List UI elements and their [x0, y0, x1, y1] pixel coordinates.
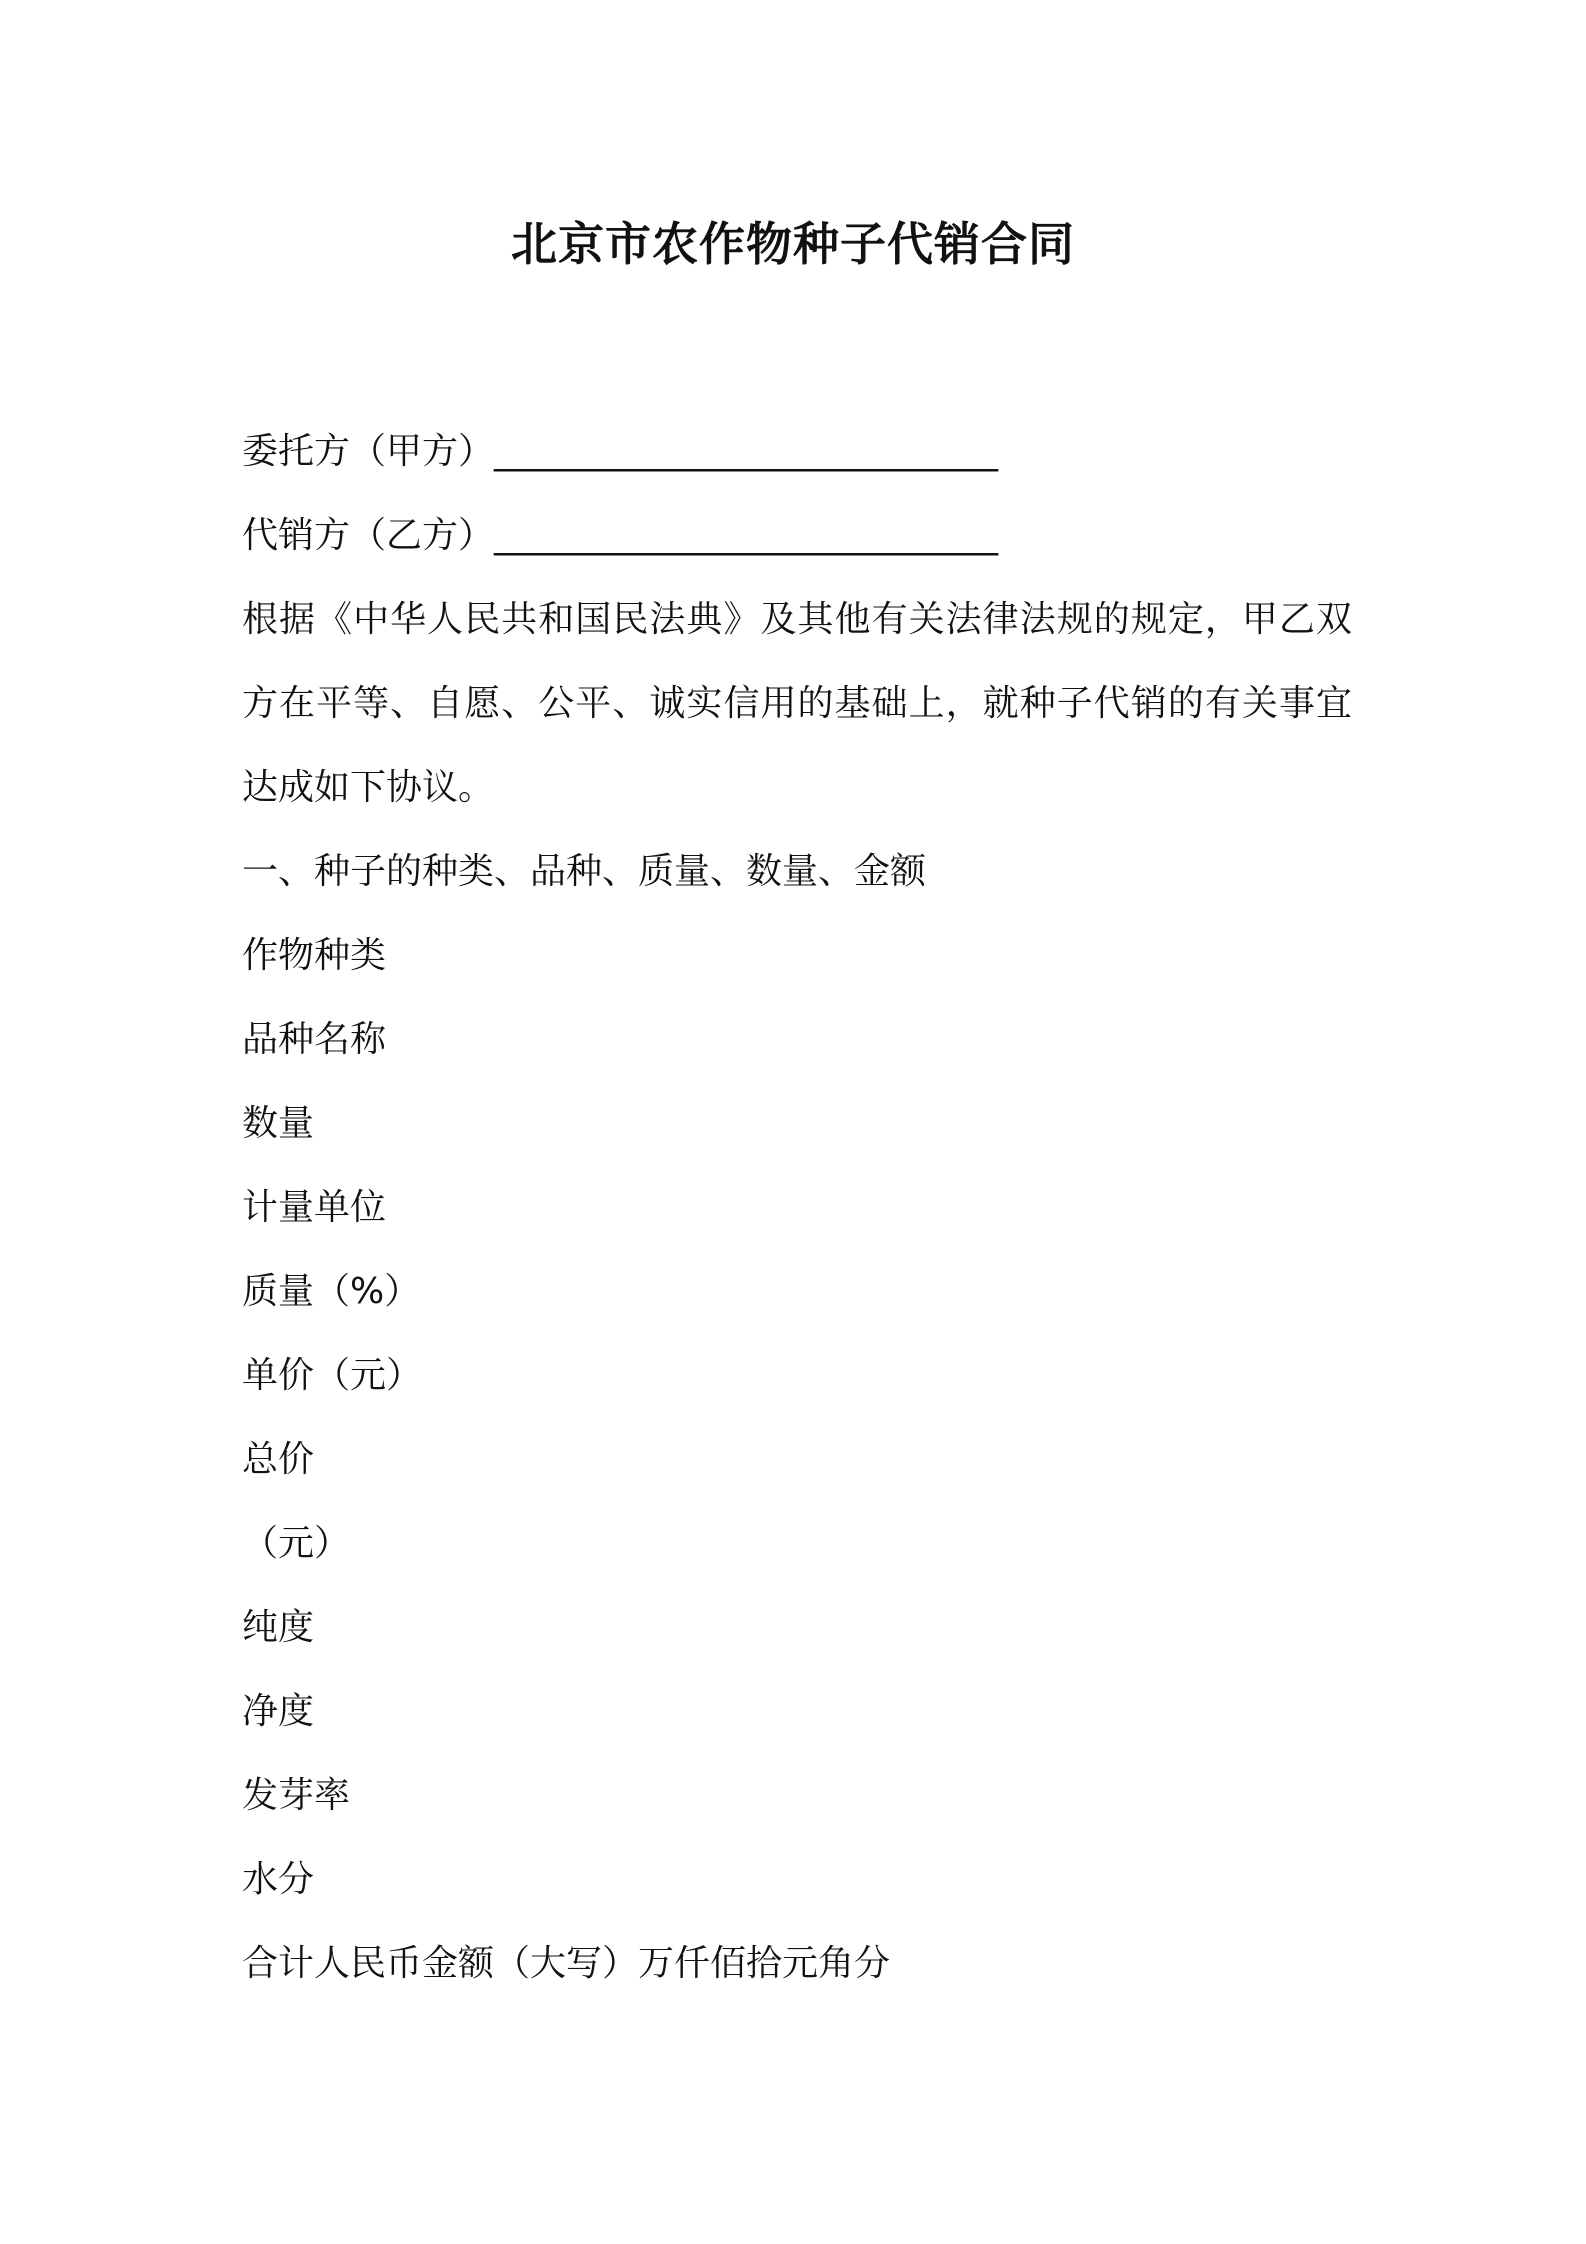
party-a-line: 委托方（甲方）____________________________: [242, 431, 999, 472]
field-unit: 计量单位: [242, 1187, 387, 1228]
party-b-line: 代销方（乙方）____________________________: [242, 515, 999, 556]
field-quantity: 数量: [242, 1103, 315, 1144]
field-crop-type: 作物种类: [242, 935, 387, 976]
document-body: [242, 410, 1352, 2006]
field-cleanliness: 净度: [242, 1691, 315, 1732]
field-total-price: 总价: [242, 1439, 315, 1480]
field-quality: 质量（%）: [242, 1271, 421, 1312]
field-germination-rate: 发芽率: [242, 1775, 351, 1816]
total-amount-line: 合计人民币金额（大写）万仟佰拾元角分: [242, 1943, 891, 1984]
field-total-price-unit: （元）: [242, 1523, 351, 1564]
field-moisture: 水分: [242, 1859, 315, 1900]
document-title: 北京市农作物种子代销合同: [511, 217, 1075, 271]
section-1-heading: 一、种子的种类、品种、质量、数量、金额: [242, 851, 927, 892]
field-purity: 纯度: [242, 1607, 315, 1648]
intro-paragraph: 根据《中华人民共和国民法典》及其他有关法律法规的规定，甲乙双方在平等、自愿、公平、诚实信用的基础上，就种子代销的有关事宜达成如下协议。: [242, 599, 1352, 808]
field-unit-price: 单价（元）: [242, 1355, 423, 1396]
field-variety-name: 品种名称: [242, 1019, 387, 1060]
